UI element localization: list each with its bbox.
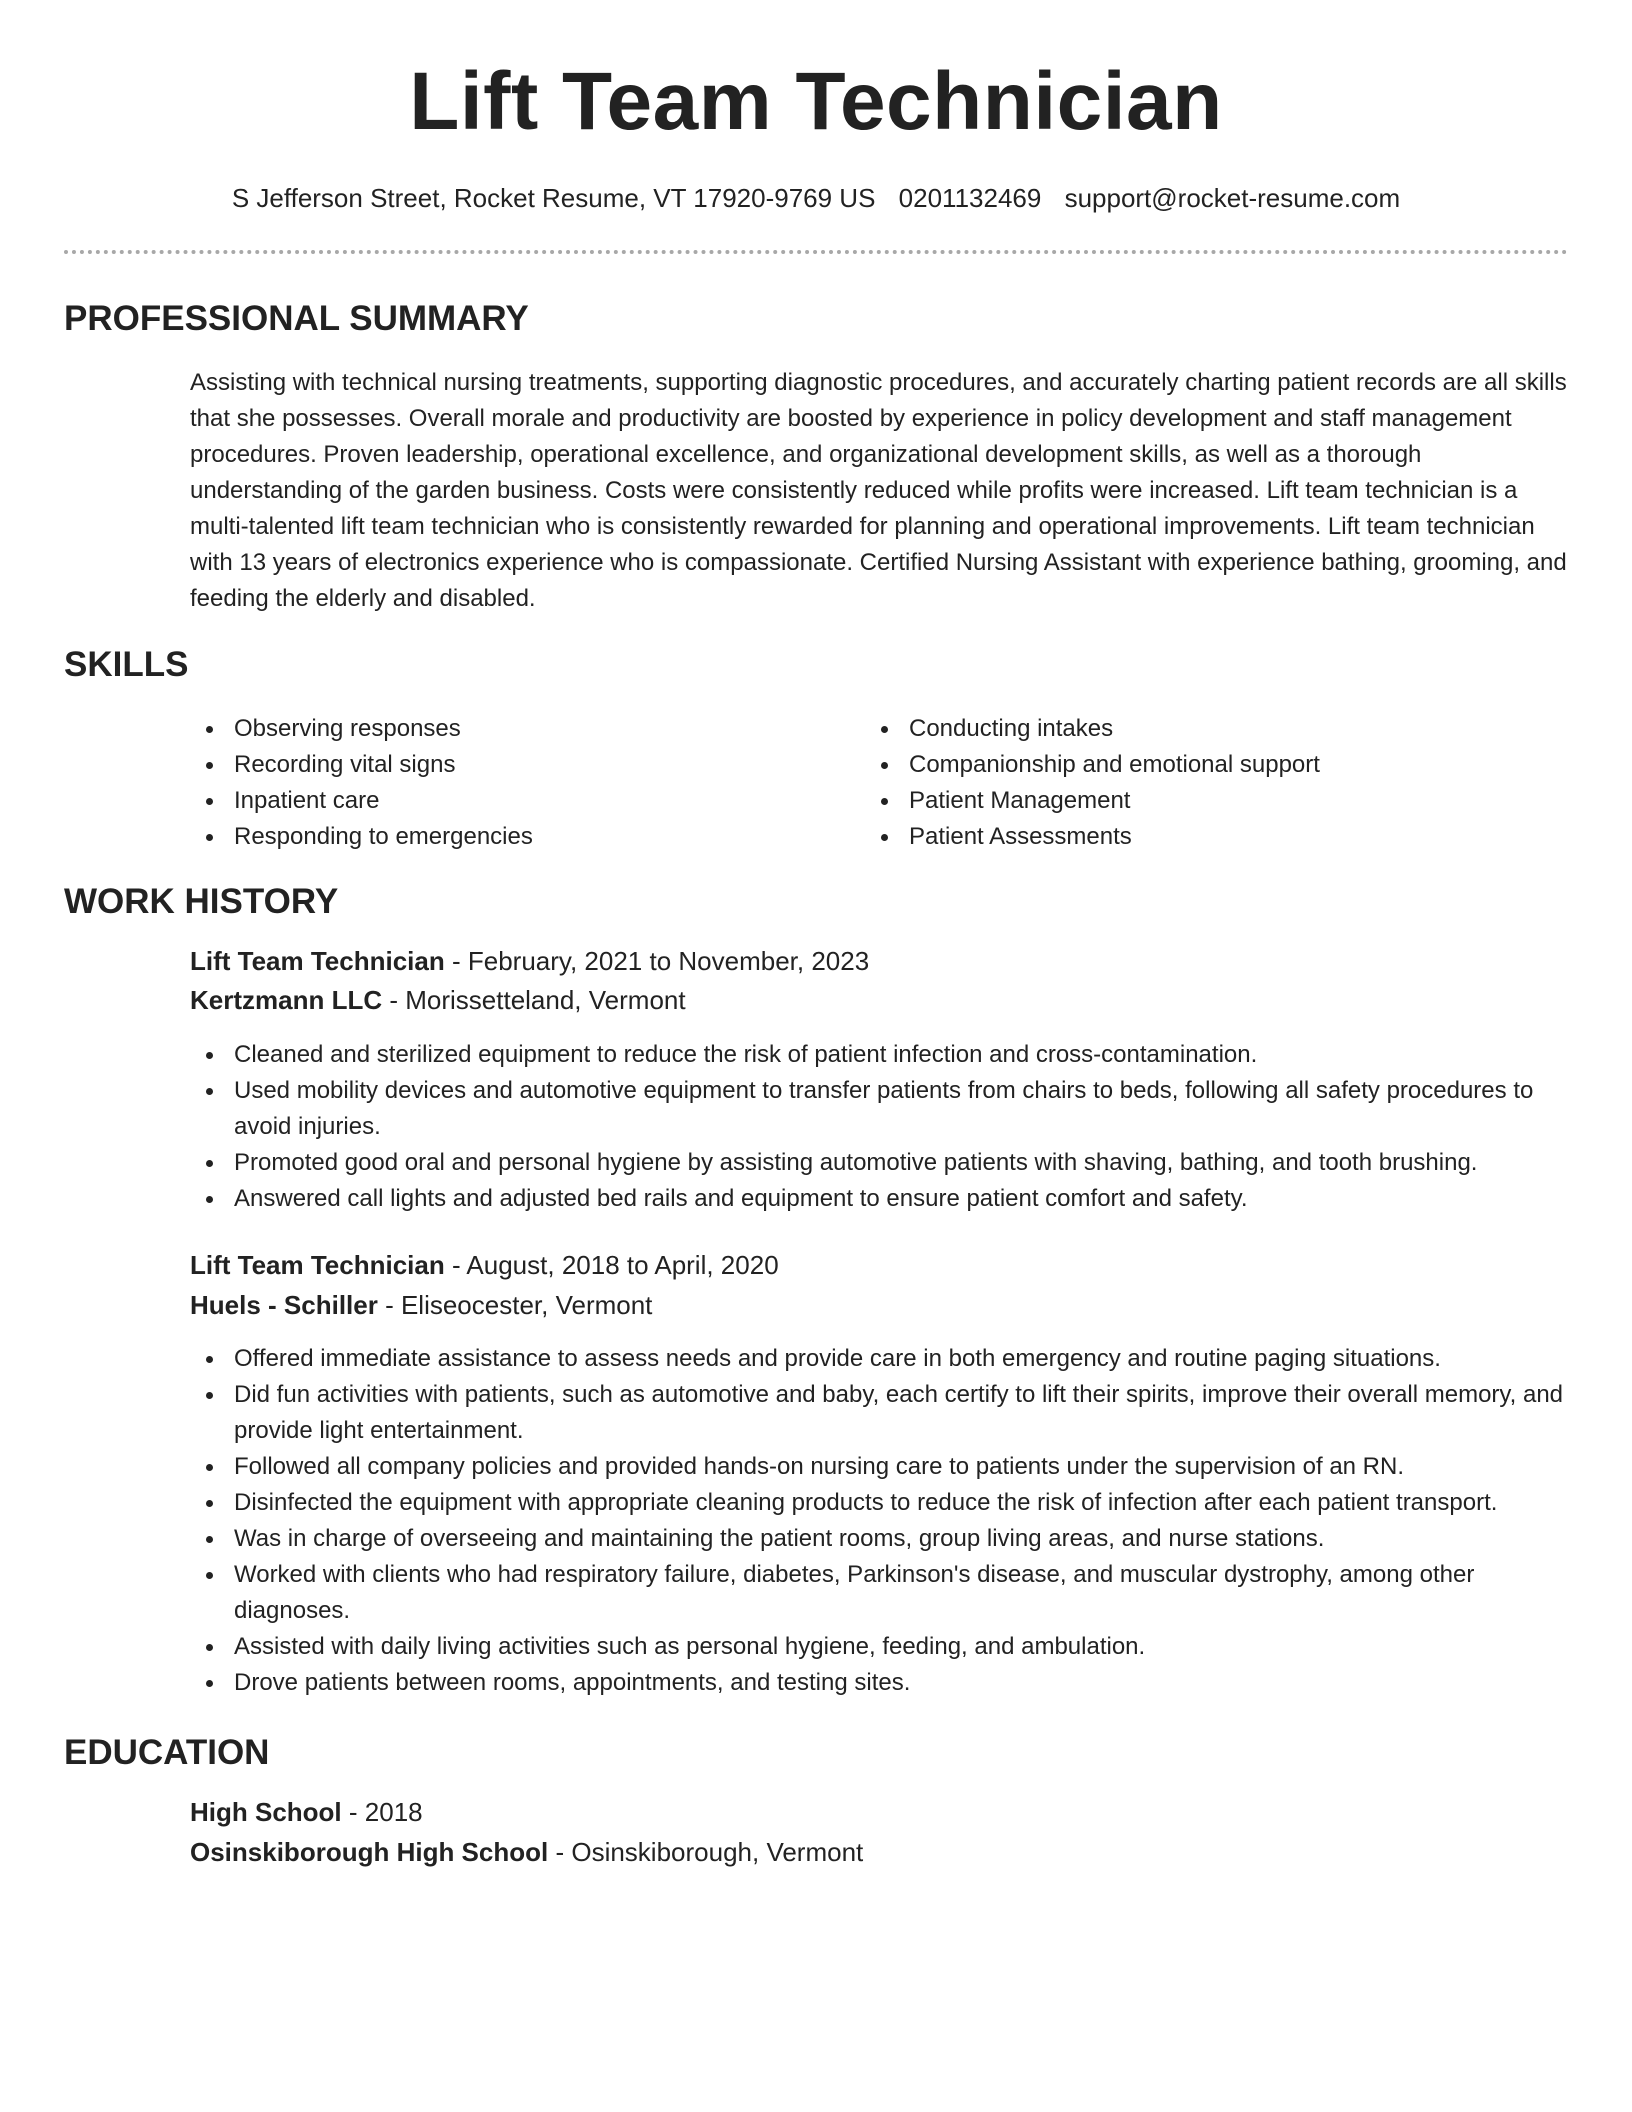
skill-item: Responding to emergencies — [190, 819, 830, 855]
skill-item: Companionship and emotional support — [865, 747, 1565, 783]
skill-item: Observing responses — [190, 711, 830, 747]
education-location: - Osinskiborough, Vermont — [548, 1837, 864, 1867]
job-location: - Morissetteland, Vermont — [382, 985, 686, 1015]
contact-address: S Jefferson Street, Rocket Resume, VT 17920-9769 US — [231, 183, 876, 213]
education-year: - 2018 — [341, 1797, 423, 1827]
contact-email: support@rocket-resume.com — [1064, 183, 1401, 213]
skill-item: Conducting intakes — [865, 711, 1565, 747]
education-degree: High School — [190, 1797, 342, 1827]
job-role: Lift Team Technician — [190, 946, 445, 976]
job-bullet: Promoted good oral and personal hygiene by assisting automotive patients with shaving, bathing, and tooth brushing. — [190, 1145, 1590, 1181]
job-dates: - August, 2018 to April, 2020 — [444, 1250, 779, 1280]
section-title-summary: PROFESSIONAL SUMMARY — [64, 299, 529, 338]
job-bullet: Offered immediate assistance to assess needs and provide care in both emergency and routine paging situations. — [190, 1341, 1590, 1377]
job-company: Huels - Schiller — [190, 1290, 378, 1320]
section-title-work: WORK HISTORY — [64, 882, 339, 921]
job-dates: - February, 2021 to November, 2023 — [444, 946, 870, 976]
job-title-line — [190, 1246, 779, 1284]
contact-line — [0, 180, 1632, 216]
job-title-line — [190, 942, 869, 980]
skill-item: Patient Assessments — [865, 819, 1565, 855]
job-company: Kertzmann LLC — [190, 985, 383, 1015]
skill-item: Recording vital signs — [190, 747, 830, 783]
job-bullet: Drove patients between rooms, appointments, and testing sites. — [190, 1665, 1590, 1701]
job-bullet: Used mobility devices and automotive equipment to transfer patients from chairs to beds, following all safety procedures to avoid injuries. — [190, 1073, 1590, 1145]
education-school: Osinskiborough High School — [190, 1837, 549, 1867]
job-bullets — [190, 1341, 1590, 1701]
job-bullets — [190, 1037, 1590, 1217]
section-title-skills: SKILLS — [64, 645, 189, 684]
skill-item: Patient Management — [865, 783, 1565, 819]
header-divider — [64, 250, 1568, 254]
job-company-line — [190, 981, 686, 1019]
job-role: Lift Team Technician — [190, 1250, 445, 1280]
job-bullet: Assisted with daily living activities such as personal hygiene, feeding, and ambulation. — [190, 1629, 1590, 1665]
resume-name: Lift Team Technician — [409, 56, 1223, 147]
job-bullet: Answered call lights and adjusted bed rails and equipment to ensure patient comfort and safety. — [190, 1181, 1590, 1217]
education-school-line — [190, 1833, 863, 1871]
contact-phone: 0201132469 — [898, 183, 1042, 213]
job-bullet: Followed all company policies and provided hands-on nursing care to patients under the supervision of an RN. — [190, 1449, 1590, 1485]
skills-list-left — [190, 711, 830, 855]
job-bullet: Disinfected the equipment with appropriate cleaning products to reduce the risk of infection after each patient transport. — [190, 1485, 1590, 1521]
job-bullet: Worked with clients who had respiratory failure, diabetes, Parkinson's disease, and muscular dystrophy, among other diagnoses. — [190, 1557, 1590, 1629]
education-degree-line — [190, 1793, 423, 1831]
job-bullet: Did fun activities with patients, such as automotive and baby, each certify to lift their spirits, improve their overall memory, and provide light entertainment. — [190, 1377, 1590, 1449]
job-bullet: Was in charge of overseeing and maintaining the patient rooms, group living areas, and nurse stations. — [190, 1521, 1590, 1557]
section-title-education: EDUCATION — [64, 1733, 270, 1772]
summary-text: Assisting with technical nursing treatments, supporting diagnostic procedures, and accurately charting patient records are all skills that she possesses. Overall morale and productivity are boosted by experience in policy development and staff management procedures. Proven leadership, operational excellence, and organizational development skills, as well as a thorough understanding of the garden business. Costs were consistently reduced while profits were increased. Lift team technician is a multi-talented lift team technician who is consistently rewarded for planning and operational improvements. Lift team technician with 13 years of electronics experience who is compassionate. Certified Nursing Assistant with experience bathing, grooming, and feeding the elderly and disabled. — [190, 369, 1567, 612]
job-location: - Eliseocester, Vermont — [377, 1290, 653, 1320]
skills-list-right — [865, 711, 1565, 855]
job-bullet: Cleaned and sterilized equipment to reduce the risk of patient infection and cross-contamination. — [190, 1037, 1590, 1073]
job-company-line — [190, 1286, 652, 1324]
skill-item: Inpatient care — [190, 783, 830, 819]
